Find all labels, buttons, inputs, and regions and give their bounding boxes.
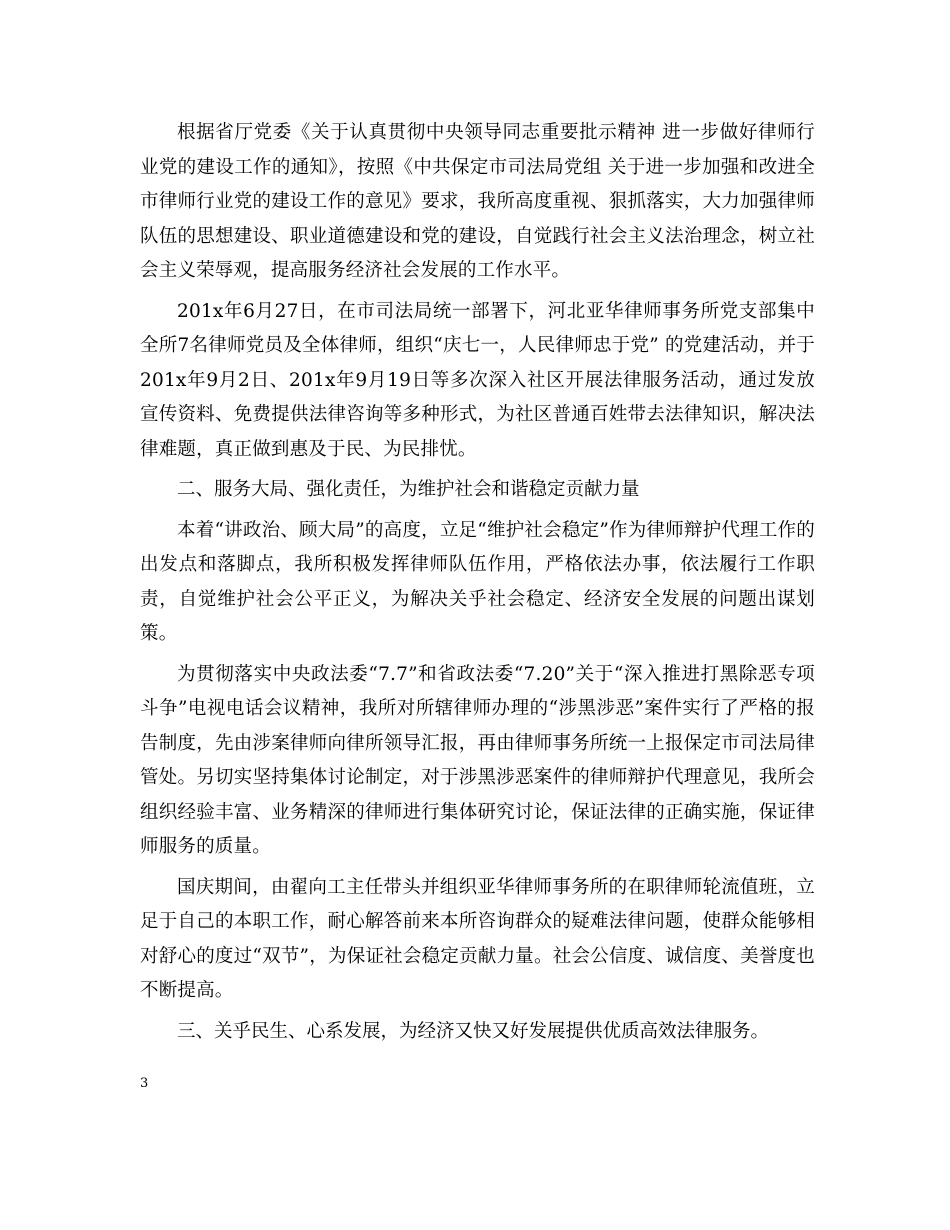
- page-number: 3: [140, 1076, 149, 1091]
- paragraph-national-day-duty: 国庆期间，由翟向工主任带头并组织亚华律师事务所的在职律师轮流值班，立足于自己的本职工作，耐心解答前来本所咨询群众的疑难法律问题，使群众能够相对舒心的度过“双节”，为保证社会稳定贡献力量。社会公信度、诚信度、美誉度也不断提高。: [140, 876, 815, 1001]
- section-heading-two: 二、服务大局、强化责任，为维护社会和谐稳定贡献力量: [177, 479, 640, 500]
- paragraph-party-building-directive: 根据省厅党委《关于认真贯彻中央领导同志重要批示精神 进一步做好律师行业党的建设工作的通知》，按照《中共保定市司法局党组 关于进一步加强和改进全市律师行业党的建设工作的意见》要求，我所高度重视、狠抓落实，大力加强律师队伍的思想建设、职业道德建设和党的建设，自觉践行社会主义法治理念，树立社会主义荣辱观，提高服务经济社会发展的工作水平。: [140, 122, 815, 281]
- document-body: [140, 116, 815, 1055]
- paragraph-serve-overall: 本着“讲政治、顾大局”的高度，立足“维护社会稳定”作为律师辩护代理工作的出发点和落脚点，我所积极发挥律师队伍作用，严格依法办事，依法履行工作职责，自觉维护社会公平正义，为解决关乎社会稳定、经济安全发展的问题出谋划策。: [140, 519, 815, 644]
- section-heading-three: 三、关乎民生、心系发展，为经济又快又好发展提供优质高效法律服务。: [177, 1020, 770, 1042]
- paragraph-party-activity: 201x年6月27日，在市司法局统一部署下，河北亚华律师事务所党支部集中全所7名律师党员及全体律师，组织“庆七一，人民律师忠于党” 的党建活动，并于201x年9月2日、201x年9月19日等多次深入社区开展法律服务活动，通过发放宣传资料、免费提供法律咨询等多种形式，为社区普通百姓带去法律知识，解决法律难题，真正做到惠及于民、为民排忧。: [140, 300, 815, 460]
- paragraph-anti-crime-reporting: 为贯彻落实中央政法委“7.7”和省政法委“7.20”关于“深入推进打黑除恶专项斗争”电视电话会议精神，我所对所辖律师办理的“涉黑涉恶”案件实行了严格的报告制度，先由涉案律师向律所领导汇报，再由律师事务所统一上报保定市司法局律管处。另切实坚持集体讨论制定，对于涉黑涉恶案件的律师辩护代理意见，我所会组织经验丰富、业务精深的律师进行集体研究讨论，保证法律的正确实施，保证律师服务的质量。: [140, 663, 815, 857]
